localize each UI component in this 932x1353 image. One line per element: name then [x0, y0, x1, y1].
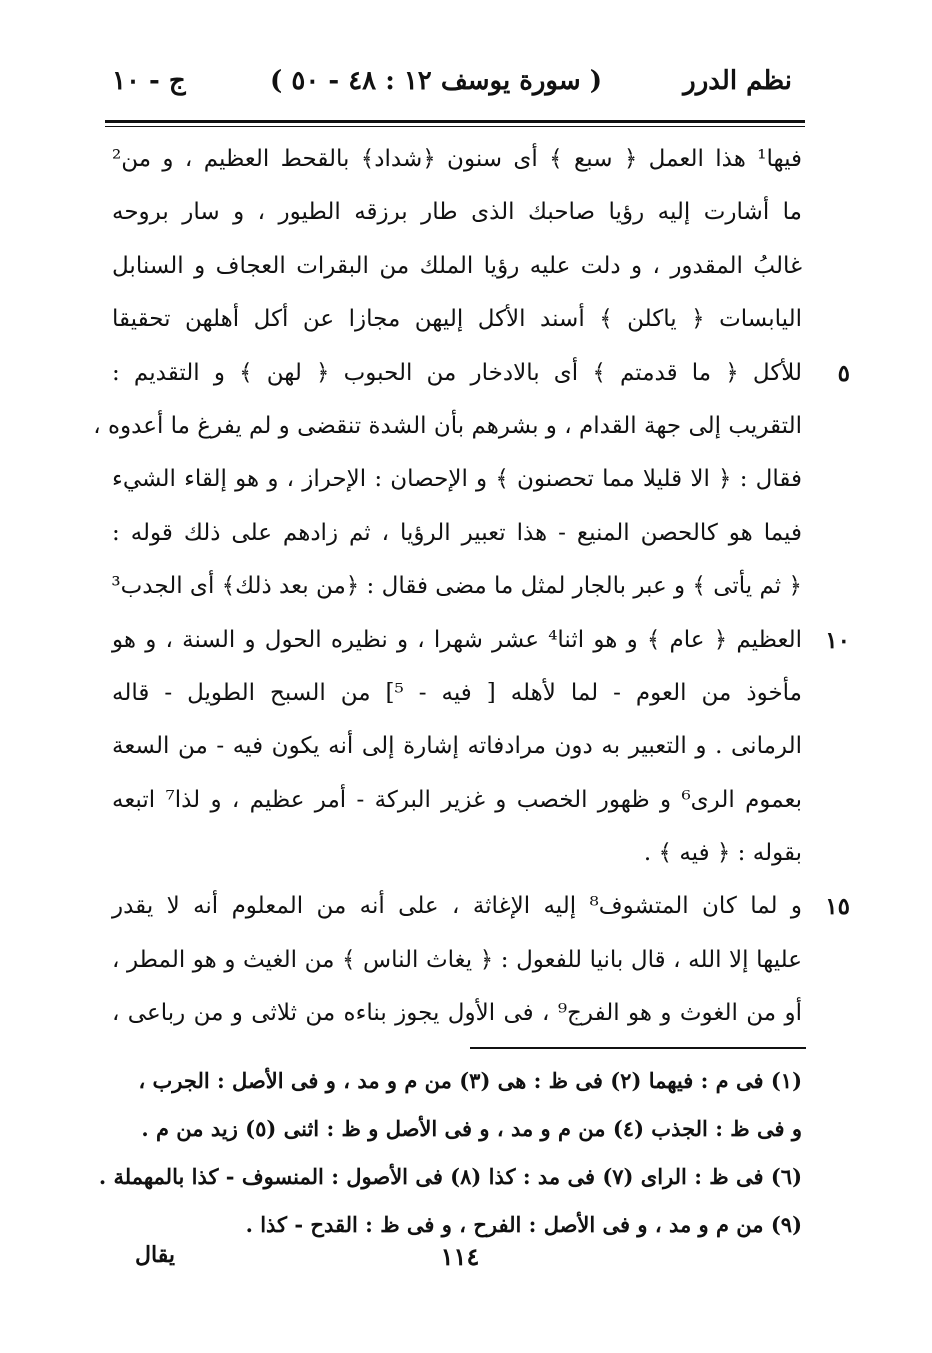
text-line [112, 720, 802, 773]
line-text: مأخوذ من العوم - لما لأهله [ فيه - ⁵] من السبح الطويل - قاله [112, 679, 803, 706]
text-line [112, 667, 802, 720]
text-line [112, 453, 802, 506]
text-line [112, 774, 802, 827]
text-line [93, 400, 802, 453]
line-text: عليها إلا الله ، قال بانيا للفعول : ﴿ يغاث الناس ﴾ من الغيث و هو المطر ، [112, 946, 802, 973]
text-line [112, 987, 802, 1040]
footnote-line: (٩) من م و مد ، و فى الأصل : الفرح ، و فى ظ : القدح - كذا . [245, 1212, 802, 1237]
line-text: بعموم الرى⁶ و ظهور الخصب و غزير البركة - أمر عظيم ، و لذا⁷ اتبعه [112, 786, 802, 813]
line-text: العظيم ﴿ عام ﴾ و هو اثنا⁴ عشر شهرا ، و نظيره الحول و السنة ، و هو [112, 626, 802, 653]
body-text [93, 133, 850, 1041]
text-line [112, 880, 850, 933]
header-rule-thick [105, 120, 805, 123]
line-text: بقوله : ﴿ فيه ﴾ . [643, 840, 802, 867]
footnotes [98, 1057, 802, 1249]
text-line [112, 240, 802, 293]
surah-reference: ( سورة يوسف ١٢ : ٤٨ - ٥٠ ) [270, 66, 602, 96]
text-line [112, 186, 802, 239]
line-text: التقريب إلى جهة القدام ، و بشرهم بأن الشدة تنقضى و لم يفرغ ما أعدوه ، [93, 412, 802, 439]
footnote-rule [470, 1047, 806, 1049]
line-text: فيما هو كالحصن المنيع - هذا تعبير الرؤيا ، ثم زادهم على ذلك قوله : [112, 519, 802, 546]
page-number: ١١٤ [440, 1242, 480, 1271]
line-number: ٥ [837, 359, 850, 387]
line-text: ﴿ ثم يأتى ﴾ و عبر بالجار لمثل ما مضى فقال : ﴿من بعد ذلك﴾ أى الجدب³ [111, 573, 802, 600]
header-rule-thin [105, 126, 805, 127]
volume-number: ج - ١٠ [112, 66, 186, 96]
footnote-line: (١) فى م : فيهما (٢) فى ظ : هى (٣) من م و مد ، و فى الأصل : الجرب ، [138, 1068, 802, 1093]
line-text: فيها¹ هذا العمل ﴿ سبع ﴾ أى سنون ﴿شداد﴾ بالقحط العظيم ، و من² [112, 146, 802, 172]
text-line [112, 827, 802, 880]
footnote-line: و فى ظ : الجذب (٤) من م و مد ، و فى الأصل و ظ : اثنى (٥) زيد من م . [141, 1116, 802, 1141]
catchword: يقال [135, 1242, 175, 1268]
text-line [112, 614, 850, 667]
text-line [112, 293, 802, 346]
text-line [112, 560, 802, 613]
line-text: ما أشارت إليه رؤيا صاحبك الذى طار برزقه الطيور ، و سار بروحه [112, 199, 802, 226]
running-header [112, 62, 792, 106]
text-line [112, 347, 850, 400]
book-title: نظم الدرر [683, 66, 792, 96]
line-number: ١٠ [825, 626, 850, 654]
line-text: أو من الغوث و هو الفرج⁹ ، فى الأول يجوز بناءه من ثلاثى و من رباعى ، [112, 1000, 802, 1027]
line-text: اليابسات ﴿ ياكلن ﴾ أسند الأكل إليهن مجازا عن أكل أهلهن تحقيقا [112, 306, 802, 333]
text-line [112, 507, 802, 560]
line-text: الرمانى . و التعبير به دون مرادفاته إشارة إلى أنه يكون فيه - من السعة [112, 733, 802, 760]
line-number: ١٥ [825, 893, 850, 921]
line-text: و لما كان المتشوف⁸ إليه الإغاثة ، على أنه من المعلوم أنه لا يقدر [112, 893, 803, 920]
footnote-line: (٦) فى ظ : الراى (٧) فى مد : كذا (٨) فى الأصول : المنسوف - كذا بالمهملة . [98, 1164, 802, 1189]
line-text: للأكل ﴿ ما قدمتم ﴾ أى بالادخار من الحبوب ﴿ لهن ﴾ و التقديم : [112, 359, 802, 386]
text-line [112, 934, 802, 987]
line-text: غالبُ المقدور ، و دلت عليه رؤيا الملك من البقرات العجاف و السنابل [112, 252, 802, 279]
text-line [112, 133, 802, 186]
line-text: فقال : ﴿ الا قليلا مما تحصنون ﴾ و الإحصان : الإحراز ، و هو إلقاء الشيء [112, 466, 802, 493]
